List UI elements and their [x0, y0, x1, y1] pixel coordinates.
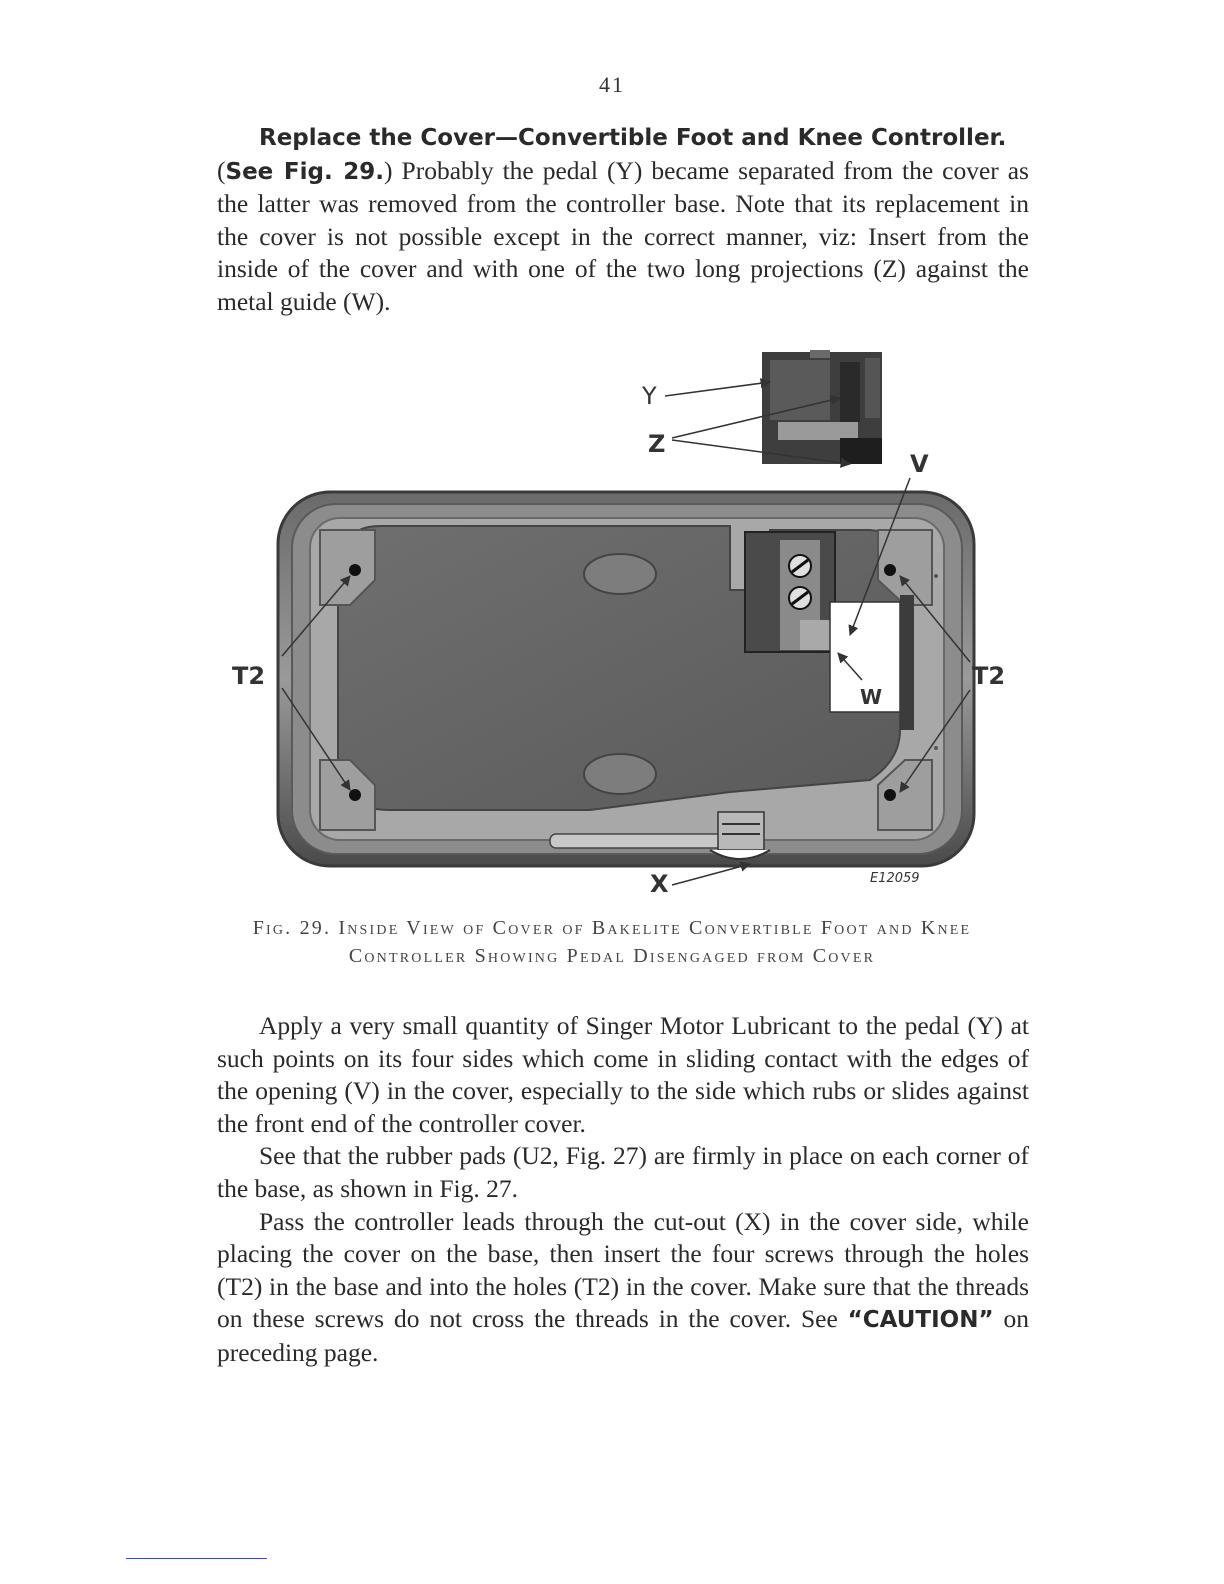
paragraph-controller-leads	[217, 1206, 1029, 1370]
label-y: Y	[642, 382, 657, 410]
figure-code: E12059	[870, 871, 920, 886]
body-paragraphs	[217, 1010, 1029, 1370]
intro-paragraph	[217, 121, 1029, 319]
emboss-oval-bottom	[584, 754, 656, 794]
see-figure-reference: See Fig. 29.	[225, 158, 385, 185]
figure-29	[210, 340, 1030, 900]
intro-body: Probably the pedal (Y) became separated from the cover as the latter was removed from the controller base. Note that its replacement in the cover is not possible except in the correct manner, viz: Insert from the inside of the cover and with one of the two long projections (Z) against the metal guide (W).	[217, 155, 1029, 316]
see-close-paren: )	[384, 155, 393, 185]
caution-reference: “CAUTION”	[847, 1307, 994, 1334]
emboss-oval-top	[584, 554, 656, 594]
caption-line-1: Fig. 29. Inside View of Cover of Bakelite Convertible Foot and Knee	[252, 917, 972, 939]
paragraph-controller-leads-text: Pass the controller leads through the cut-out (X) in the cover side, while placing the cover on the base, then insert the four screws through the holes (T2) in the base and into the holes (T2) in the cover. Make sure that the threads on these screws do not cross the threads in the cover. See	[217, 1206, 1029, 1334]
caption-line-2: Controller Showing Pedal Disengaged from Cover	[348, 945, 876, 967]
footnote-rule	[126, 1558, 267, 1559]
page-number: 41	[599, 72, 625, 97]
label-w: W	[860, 685, 883, 709]
paragraph-rubber-pads: See that the rubber pads (U2, Fig. 27) are firmly in place on each corner of the base, as shown in Fig. 27.	[217, 1141, 1029, 1203]
paragraph-controller-leads-end: on preceding page.	[217, 1304, 1030, 1367]
metal-guide-block	[745, 532, 835, 652]
label-z: Z	[648, 430, 666, 458]
label-x: X	[650, 870, 669, 898]
controller-cover-illustration	[210, 340, 1030, 900]
figure-caption	[200, 914, 1024, 970]
see-open-paren: (	[217, 155, 226, 185]
section-heading: Replace the Cover—Convertible Foot and Knee Controller.	[259, 125, 1007, 151]
label-t2-right: T2	[972, 662, 1006, 690]
label-t2-left: T2	[232, 662, 266, 690]
paragraph-lubricant: Apply a very small quantity of Singer Motor Lubricant to the pedal (Y) at such points on its four sides which come in sliding contact with the edges of the opening (V) in the cover, especially to the side which rubs or slides against the front end of the controller cover.	[217, 1011, 1029, 1138]
pedal-piece	[762, 350, 882, 464]
intro-paragraph-text	[217, 121, 1029, 319]
label-v: V	[910, 450, 929, 478]
